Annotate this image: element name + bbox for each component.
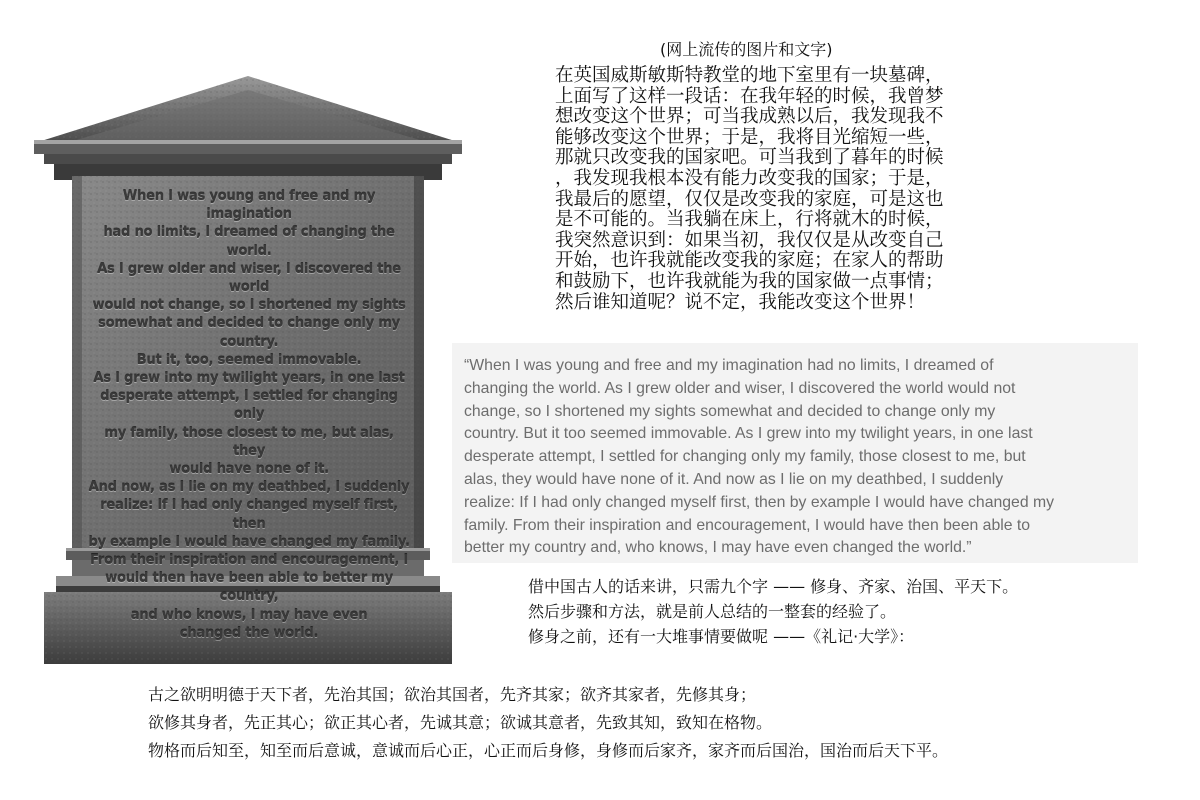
classical-quote-line: 物格而后知至，知至而后意诚，意诚而后心正，心正而后身修，身修而后家齐，家齐而后国治，国治而后天下平。 [148, 741, 949, 760]
english-quote-box [452, 343, 1138, 563]
commentary-lines [528, 574, 1158, 649]
classical-quote-line: 古之欲明明德于天下者，先治其国；欲治其国者，先齐其家；欲齐其家者，先修其身； [148, 685, 757, 704]
commentary-line: 借中国古人的话来讲，只需九个字 —— 修身、齐家、治国、平天下。 [528, 577, 1019, 596]
commentary-line: 然后步骤和方法，就是前人总结的一整套的经验了。 [528, 602, 897, 621]
tombstone-inscription: When I was young and free and my imagination had no limits, I dreamed of changing the world. As I grew older and wiser, I discovered the world would not change, so I shortened my sights somewhat and decided to change only my country. But it, too, seemed immovable. As I grew into my twilight years, in one last desperate attempt, I settled for changing only my family, those closest to me, but alas, they would have none of it. And now, as I lie on my deathbed, I suddenly realize: If I had only changed myself first, then by example I would have changed my family. From their inspiration and encouragement, I would then have been able to better my country, and who knows, I may have even changed the world. [88, 189, 410, 641]
tombstone-image [30, 72, 466, 664]
classical-quote [148, 681, 1148, 765]
commentary-line: 修身之前，还有一大堆事情要做呢 ——《礼记·大学》： [528, 627, 915, 646]
classical-quote-line: 欲修其身者，先正其心；欲正其心者，先诚其意；欲诚其意者，先致其知，致知在格物。 [148, 713, 773, 732]
image-caption: (网上流传的图片和文字) [660, 40, 833, 59]
english-quote-text: “When I was young and free and my imagination had no limits, I dreamed of changing the world. As I grew older and wiser, I discovered the world would not change, so I shortened my sights somewhat and decided to change only my country. But it too seemed immovable. As I grew into my twilight years, in one last desperate attempt, I settled for changing only my family, those closest to me, but alas, they would have none of it. And now as I lie on my deathbed, I suddenly realize: If I had only changed myself first, then by example I would have changed my family. From their inspiration and encouragement, I would have then been able to better my country and, who knows, I may have even changed the world.” [464, 357, 1055, 557]
chinese-story-text: 在英国威斯敏斯特教堂的地下室里有一块墓碑， 上面写了这样一段话：在我年轻的时候，我曾梦 想改变这个世界；可当我成熟以后，我发现我不 能够改变这个世界；于是，我将目光缩短一些， 那就只改变我的国家吧。可当我到了暮年的时候 ，我发现我根本没有能力改变我的国家；于是， 我最后的愿望，仅仅是改变我的家庭，可是这也 是不可能的。当我躺在床上，行将就木的时候， 我突然意识到：如果当初，我仅仅是从改变自己 开始，也许我就能改变我的家庭；在家人的帮助 和鼓励下，也许我就能为我的国家做一点事情； 然后谁知道呢？说不定，我能改变这个世界！ [555, 65, 944, 313]
